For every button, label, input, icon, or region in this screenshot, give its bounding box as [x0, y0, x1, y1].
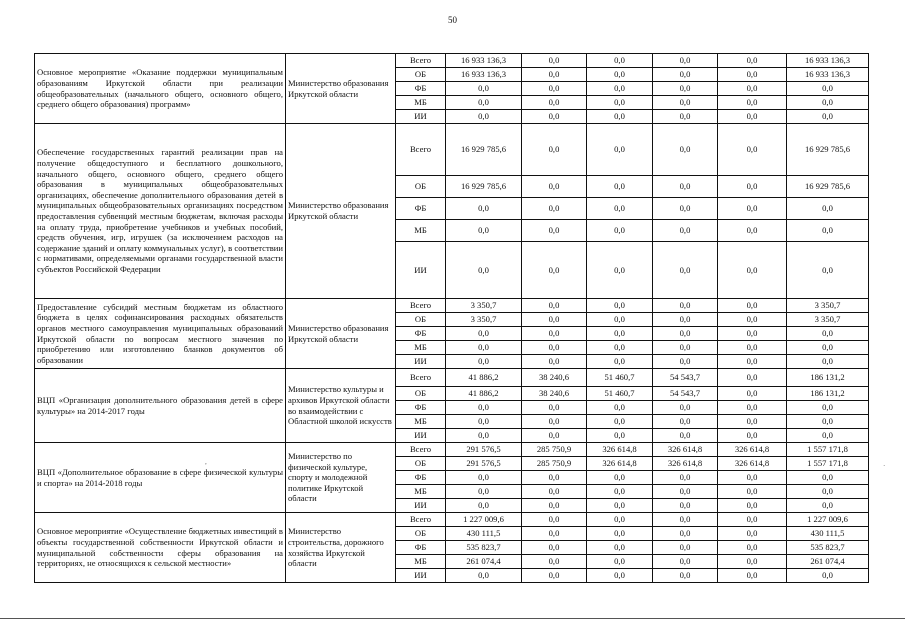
- year-value: 54 543,7: [653, 387, 718, 401]
- year-value: 0,0: [587, 82, 653, 96]
- funding-source: МБ: [396, 220, 446, 242]
- year-value: 0,0: [718, 176, 787, 198]
- year-value: 0,0: [522, 499, 587, 513]
- total-value: 0,0: [787, 327, 869, 341]
- year-value: 0,0: [587, 176, 653, 198]
- year-value: 0,0: [522, 299, 587, 313]
- year-value: 0,0: [446, 415, 522, 429]
- responsible-executor: Министерство образования Иркутской области: [286, 299, 396, 369]
- funding-source: МБ: [396, 341, 446, 355]
- year-value: 0,0: [587, 341, 653, 355]
- year-value: 0,0: [522, 415, 587, 429]
- funding-source: ИИ: [396, 499, 446, 513]
- year-value: 0,0: [718, 429, 787, 443]
- year-value: 16 929 785,6: [446, 124, 522, 176]
- year-value: 0,0: [653, 124, 718, 176]
- funding-source: МБ: [396, 96, 446, 110]
- year-value: 0,0: [718, 54, 787, 68]
- total-value: 0,0: [787, 96, 869, 110]
- year-value: 0,0: [446, 499, 522, 513]
- year-value: 16 929 785,6: [446, 176, 522, 198]
- year-value: 0,0: [653, 499, 718, 513]
- funding-source: МБ: [396, 485, 446, 499]
- year-value: 0,0: [718, 541, 787, 555]
- year-value: 0,0: [522, 54, 587, 68]
- responsible-executor: Министерство образования Иркутской области: [286, 124, 396, 299]
- funding-source: Всего: [396, 369, 446, 387]
- year-value: 0,0: [653, 401, 718, 415]
- year-value: 0,0: [446, 341, 522, 355]
- year-value: 0,0: [653, 96, 718, 110]
- year-value: 0,0: [718, 415, 787, 429]
- year-value: 0,0: [446, 96, 522, 110]
- year-value: 0,0: [522, 555, 587, 569]
- year-value: 38 240,6: [522, 369, 587, 387]
- year-value: 16 933 136,3: [446, 68, 522, 82]
- year-value: 0,0: [718, 569, 787, 583]
- year-value: 0,0: [718, 485, 787, 499]
- funding-source: МБ: [396, 555, 446, 569]
- funding-source: ФБ: [396, 471, 446, 485]
- year-value: 0,0: [522, 68, 587, 82]
- year-value: 0,0: [653, 527, 718, 541]
- year-value: 0,0: [587, 54, 653, 68]
- year-value: 0,0: [446, 471, 522, 485]
- year-value: 54 543,7: [653, 369, 718, 387]
- funding-source: Всего: [396, 513, 446, 527]
- funding-source: ИИ: [396, 110, 446, 124]
- year-value: 0,0: [653, 355, 718, 369]
- year-value: 0,0: [522, 176, 587, 198]
- total-value: 0,0: [787, 415, 869, 429]
- year-value: 0,0: [446, 327, 522, 341]
- funding-source: ОБ: [396, 387, 446, 401]
- total-value: 16 929 785,6: [787, 124, 869, 176]
- total-value: 3 350,7: [787, 299, 869, 313]
- responsible-executor: Министерство образования Иркутской области: [286, 54, 396, 124]
- total-value: 535 823,7: [787, 541, 869, 555]
- total-value: 0,0: [787, 429, 869, 443]
- year-value: 0,0: [522, 429, 587, 443]
- year-value: 0,0: [446, 220, 522, 242]
- total-value: 1 557 171,8: [787, 457, 869, 471]
- year-value: 0,0: [522, 341, 587, 355]
- measure-description: Предоставление субсидий местным бюджетам из областного бюджета в целях софинансирования расходных обязательств органов местного самоуправления муниципальных образований Иркутской области по вопросам местного значения по приобретению или изготовлению бланков документов об образовании: [35, 299, 286, 369]
- year-value: 16 933 136,3: [446, 54, 522, 68]
- year-value: 0,0: [446, 485, 522, 499]
- funding-source: ОБ: [396, 527, 446, 541]
- year-value: 0,0: [718, 471, 787, 485]
- year-value: 0,0: [718, 198, 787, 220]
- measure-description: Основное мероприятие «Осуществление бюджетных инвестиций в объекты государственной собственности Иркутской области и муниципальной собственности сферы образования на территориях, не относящихся к сельской местности»: [35, 513, 286, 583]
- year-value: 0,0: [587, 124, 653, 176]
- year-value: 51 460,7: [587, 387, 653, 401]
- year-value: 0,0: [522, 527, 587, 541]
- year-value: 0,0: [587, 485, 653, 499]
- table-row: [35, 124, 869, 176]
- funding-source: ФБ: [396, 541, 446, 555]
- year-value: 0,0: [718, 110, 787, 124]
- year-value: 0,0: [653, 569, 718, 583]
- year-value: 0,0: [587, 242, 653, 299]
- year-value: 291 576,5: [446, 443, 522, 457]
- year-value: 0,0: [522, 569, 587, 583]
- year-value: 41 886,2: [446, 387, 522, 401]
- year-value: 0,0: [446, 198, 522, 220]
- year-value: 0,0: [718, 527, 787, 541]
- year-value: 3 350,7: [446, 299, 522, 313]
- year-value: 0,0: [522, 110, 587, 124]
- year-value: 0,0: [653, 513, 718, 527]
- year-value: 0,0: [653, 327, 718, 341]
- year-value: 326 614,8: [653, 443, 718, 457]
- year-value: 0,0: [587, 355, 653, 369]
- year-value: 0,0: [522, 485, 587, 499]
- year-value: 0,0: [446, 401, 522, 415]
- table-row: [35, 443, 869, 457]
- year-value: 0,0: [522, 96, 587, 110]
- total-value: 0,0: [787, 220, 869, 242]
- year-value: 0,0: [653, 471, 718, 485]
- year-value: 0,0: [653, 429, 718, 443]
- year-value: 0,0: [587, 220, 653, 242]
- year-value: 0,0: [718, 68, 787, 82]
- total-value: 0,0: [787, 198, 869, 220]
- table-row: [35, 299, 869, 313]
- total-value: 0,0: [787, 471, 869, 485]
- year-value: 0,0: [718, 82, 787, 96]
- year-value: 0,0: [653, 220, 718, 242]
- year-value: 0,0: [522, 82, 587, 96]
- year-value: 0,0: [718, 555, 787, 569]
- year-value: 0,0: [587, 327, 653, 341]
- page-number: 50: [448, 15, 457, 25]
- year-value: 0,0: [446, 355, 522, 369]
- year-value: 0,0: [446, 82, 522, 96]
- funding-source: ИИ: [396, 242, 446, 299]
- year-value: 0,0: [653, 242, 718, 299]
- funding-source: ИИ: [396, 569, 446, 583]
- year-value: 38 240,6: [522, 387, 587, 401]
- funding-source: ФБ: [396, 198, 446, 220]
- funding-source: Всего: [396, 299, 446, 313]
- year-value: 0,0: [446, 242, 522, 299]
- funding-source: Всего: [396, 443, 446, 457]
- table-row: [35, 54, 869, 68]
- year-value: 0,0: [587, 569, 653, 583]
- year-value: 1 227 009,6: [446, 513, 522, 527]
- year-value: 0,0: [718, 124, 787, 176]
- year-value: 51 460,7: [587, 369, 653, 387]
- year-value: 0,0: [587, 313, 653, 327]
- total-value: 16 933 136,3: [787, 54, 869, 68]
- year-value: 285 750,9: [522, 457, 587, 471]
- total-value: 1 227 009,6: [787, 513, 869, 527]
- year-value: 0,0: [587, 541, 653, 555]
- total-value: 16 933 136,3: [787, 68, 869, 82]
- year-value: 326 614,8: [653, 457, 718, 471]
- total-value: 16 929 785,6: [787, 176, 869, 198]
- year-value: 0,0: [587, 499, 653, 513]
- year-value: 0,0: [653, 68, 718, 82]
- budget-table: [34, 53, 869, 583]
- year-value: 0,0: [587, 527, 653, 541]
- year-value: 0,0: [653, 415, 718, 429]
- funding-source: ФБ: [396, 401, 446, 415]
- year-value: 291 576,5: [446, 457, 522, 471]
- year-value: 0,0: [653, 541, 718, 555]
- year-value: 0,0: [446, 569, 522, 583]
- year-value: 0,0: [587, 110, 653, 124]
- total-value: 0,0: [787, 401, 869, 415]
- year-value: 0,0: [718, 96, 787, 110]
- funding-source: ОБ: [396, 313, 446, 327]
- total-value: 1 557 171,8: [787, 443, 869, 457]
- year-value: 0,0: [446, 429, 522, 443]
- year-value: 0,0: [653, 198, 718, 220]
- year-value: 0,0: [522, 471, 587, 485]
- year-value: 0,0: [718, 355, 787, 369]
- measure-description: Основное мероприятие «Оказание поддержки муниципальным образованиям Иркутской области при реализации общеобразовательных (начального общего, основного общего, среднего общего образования) программ»: [35, 54, 286, 124]
- total-value: 186 131,2: [787, 387, 869, 401]
- year-value: 0,0: [653, 299, 718, 313]
- funding-source: Всего: [396, 54, 446, 68]
- total-value: 0,0: [787, 355, 869, 369]
- total-value: 0,0: [787, 341, 869, 355]
- year-value: 430 111,5: [446, 527, 522, 541]
- total-value: 0,0: [787, 110, 869, 124]
- year-value: 326 614,8: [587, 457, 653, 471]
- year-value: 0,0: [587, 513, 653, 527]
- year-value: 3 350,7: [446, 313, 522, 327]
- year-value: 0,0: [587, 68, 653, 82]
- funding-source: ФБ: [396, 327, 446, 341]
- year-value: 0,0: [718, 387, 787, 401]
- total-value: 186 131,2: [787, 369, 869, 387]
- scan-speck: ·: [883, 462, 886, 470]
- year-value: 0,0: [718, 369, 787, 387]
- year-value: 0,0: [522, 313, 587, 327]
- table-row: [35, 369, 869, 387]
- year-value: 0,0: [522, 541, 587, 555]
- year-value: 0,0: [718, 242, 787, 299]
- year-value: 0,0: [522, 513, 587, 527]
- year-value: 0,0: [522, 220, 587, 242]
- year-value: 0,0: [653, 555, 718, 569]
- responsible-executor: Министерство строительства, дорожного хозяйства Иркутской области: [286, 513, 396, 583]
- year-value: 0,0: [446, 110, 522, 124]
- year-value: 0,0: [587, 198, 653, 220]
- year-value: 535 823,7: [446, 541, 522, 555]
- responsible-executor: Министерство по физической культуре, спорту и молодежной политике Иркутской области: [286, 443, 396, 513]
- funding-source: ИИ: [396, 355, 446, 369]
- year-value: 0,0: [653, 110, 718, 124]
- measure-description: ВЦП «Организация дополнительного образования детей в сфере культуры» на 2014-2017 годы: [35, 369, 286, 443]
- funding-source: ОБ: [396, 176, 446, 198]
- year-value: 326 614,8: [718, 457, 787, 471]
- year-value: 326 614,8: [587, 443, 653, 457]
- year-value: 0,0: [587, 401, 653, 415]
- year-value: 0,0: [587, 299, 653, 313]
- total-value: 430 111,5: [787, 527, 869, 541]
- year-value: 0,0: [587, 555, 653, 569]
- year-value: 0,0: [522, 198, 587, 220]
- total-value: 0,0: [787, 242, 869, 299]
- funding-source: Всего: [396, 124, 446, 176]
- year-value: 41 886,2: [446, 369, 522, 387]
- funding-source: МБ: [396, 415, 446, 429]
- year-value: 0,0: [653, 54, 718, 68]
- measure-description: ВЦП «Дополнительное образование в сфере физической культуры и спорта» на 2014-2018 годы: [35, 443, 286, 513]
- responsible-executor: Министерство культуры и архивов Иркутской области во взаимодействии с Областной школой искусств: [286, 369, 396, 443]
- year-value: 285 750,9: [522, 443, 587, 457]
- year-value: 0,0: [587, 471, 653, 485]
- year-value: 0,0: [653, 313, 718, 327]
- year-value: 0,0: [718, 299, 787, 313]
- year-value: 0,0: [587, 415, 653, 429]
- year-value: 0,0: [718, 499, 787, 513]
- funding-source: ФБ: [396, 82, 446, 96]
- year-value: 261 074,4: [446, 555, 522, 569]
- year-value: 0,0: [522, 327, 587, 341]
- table-row: [35, 513, 869, 527]
- year-value: 0,0: [718, 341, 787, 355]
- year-value: 0,0: [653, 82, 718, 96]
- year-value: 0,0: [653, 341, 718, 355]
- year-value: 0,0: [522, 355, 587, 369]
- scan-speck: ,: [205, 458, 207, 466]
- year-value: 0,0: [718, 220, 787, 242]
- year-value: 0,0: [718, 327, 787, 341]
- year-value: 0,0: [653, 176, 718, 198]
- year-value: 0,0: [718, 513, 787, 527]
- measure-description: Обеспечение государственных гарантий реализации прав на получение общедоступного и бесплатного дошкольного, начального общего, основного общего, среднего общего образования в муниципальных общеобразовательных организациях, обеспечение дополнительного образования детей в муниципальных общеобразовательных организациях посредством предоставления субвенций местным бюджетам, включая расходы на оплату труда, приобретение учебников и учебных пособий, средств обучения, игр, игрушек (за исключением расходов на содержание зданий и оплату коммунальных услуг), в соответствии с нормативами, определяемыми органами государственной власти субъектов Российской Федерации: [35, 124, 286, 299]
- year-value: 0,0: [718, 313, 787, 327]
- total-value: 0,0: [787, 499, 869, 513]
- funding-source: ОБ: [396, 68, 446, 82]
- year-value: 0,0: [522, 124, 587, 176]
- year-value: 0,0: [587, 96, 653, 110]
- year-value: 0,0: [653, 485, 718, 499]
- year-value: 0,0: [522, 401, 587, 415]
- year-value: 0,0: [718, 401, 787, 415]
- bottom-rule: [0, 618, 905, 619]
- year-value: 326 614,8: [718, 443, 787, 457]
- funding-source: ОБ: [396, 457, 446, 471]
- total-value: 0,0: [787, 485, 869, 499]
- year-value: 0,0: [522, 242, 587, 299]
- year-value: 0,0: [587, 429, 653, 443]
- total-value: 0,0: [787, 82, 869, 96]
- total-value: 0,0: [787, 569, 869, 583]
- funding-source: ИИ: [396, 429, 446, 443]
- total-value: 261 074,4: [787, 555, 869, 569]
- total-value: 3 350,7: [787, 313, 869, 327]
